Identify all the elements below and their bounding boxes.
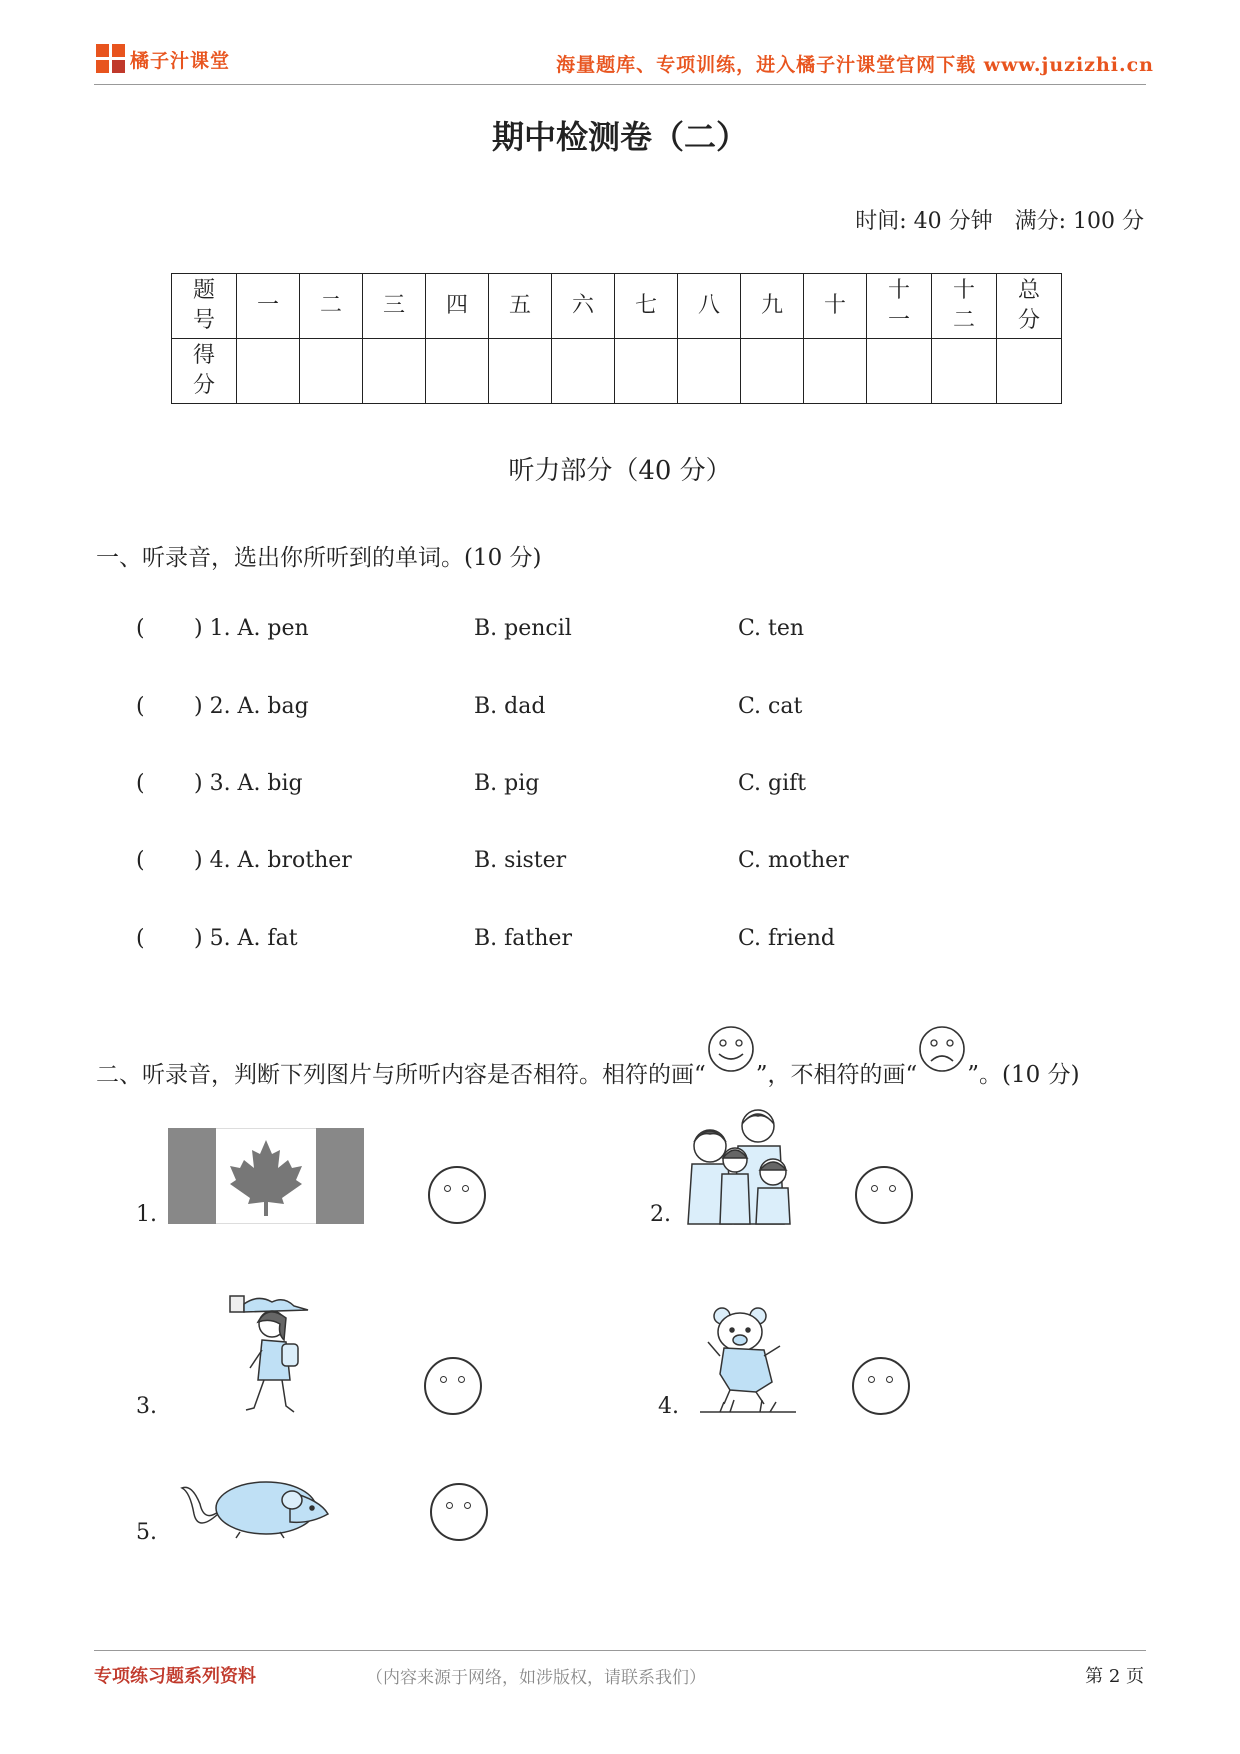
option-c: C. cat [738,694,803,719]
smiley-face-icon [706,1024,756,1074]
footer-series-label: 专项练习题系列资料 [94,1666,256,1687]
header-cell-label: 题 号 [172,274,237,339]
header-slogan: 海量题库、专项训练，进入橘子汁课堂官网下载 www.juzizhi.cn [556,54,1154,76]
score-cell[interactable] [237,339,300,404]
header-cell: 六 [552,274,615,339]
option-c: C. mother [738,848,849,873]
score-table [171,273,1062,404]
answer-face-circle[interactable] [430,1483,488,1541]
score-cell[interactable] [804,339,867,404]
answer-face-circle[interactable] [852,1357,910,1415]
score-cell[interactable] [741,339,804,404]
option-b: B. pencil [474,616,572,641]
header-cell: 九 [741,274,804,339]
option-b: B. sister [474,848,567,873]
bear-jumping-icon [700,1304,804,1416]
page-number: 第 2 页 [1085,1666,1144,1687]
option-a: ) 4. A. brother [194,848,352,873]
header-cell: 十 二 [932,274,997,339]
q2-item-number: 2. [650,1202,671,1227]
q2-item-number: 3. [136,1394,157,1419]
score-cell[interactable] [489,339,552,404]
score-cell[interactable] [678,339,741,404]
score-cell[interactable] [997,339,1062,404]
score-cell[interactable] [932,339,997,404]
option-b: B. pig [474,771,540,796]
score-cell[interactable] [300,339,363,404]
score-table-score-row [172,339,1062,404]
answer-face-circle[interactable] [424,1357,482,1415]
logo-icon [96,44,126,74]
q2-item-number: 1. [136,1202,157,1227]
header-cell: 二 [300,274,363,339]
score-cell[interactable] [867,339,932,404]
footer-copyright-note: （内容来源于网络，如涉版权，请联系我们） [366,1668,706,1688]
q2-item-number: 4. [658,1394,679,1419]
header-cell: 七 [615,274,678,339]
family-icon [680,1102,802,1226]
option-b: B. father [474,926,572,951]
header-cell: 十 一 [867,274,932,339]
header-cell: 四 [426,274,489,339]
option-c: C. ten [738,616,805,641]
q2-title: 二、听录音，判断下列图片与所听内容是否相符。相符的画“ ”，不相符的画“ ”。(10 分) [96,1024,1080,1089]
sad-face-icon [917,1024,967,1074]
option-a: ) 5. A. fat [194,926,298,951]
q2-item-number: 5. [136,1520,157,1545]
mouse-icon [180,1474,332,1540]
canada-flag-icon [168,1128,364,1224]
header-cell: 三 [363,274,426,339]
score-table-header-row [172,274,1062,339]
footer-divider [94,1650,1146,1651]
answer-blank[interactable]: ( [136,848,145,873]
option-a: ) 3. A. big [194,771,303,796]
answer-blank[interactable]: ( [136,771,145,796]
girl-walking-icon [228,1294,312,1418]
score-cell[interactable] [552,339,615,404]
header-cell: 五 [489,274,552,339]
header-cell: 一 [237,274,300,339]
option-a: ) 2. A. bag [194,694,309,719]
option-c: C. gift [738,771,807,796]
header-cell: 总 分 [997,274,1062,339]
answer-blank[interactable]: ( [136,694,145,719]
score-cell-label: 得 分 [172,339,237,404]
header-cell: 八 [678,274,741,339]
answer-face-circle[interactable] [428,1166,486,1224]
header-cell: 十 [804,274,867,339]
option-a: ) 1. A. pen [194,616,309,641]
page-title: 期中检测卷（二） [491,118,748,156]
answer-blank[interactable]: ( [136,926,145,951]
option-b: B. dad [474,694,546,719]
answer-face-circle[interactable] [855,1166,913,1224]
option-c: C. friend [738,926,836,951]
logo-text: 橘子汁课堂 [130,50,231,72]
header-divider [94,84,1146,85]
score-cell[interactable] [426,339,489,404]
section-title: 听力部分（40 分） [508,456,732,486]
time-info: 时间: 40 分钟 满分: 100 分 [855,209,1144,234]
score-cell[interactable] [615,339,678,404]
answer-blank[interactable]: ( [136,616,145,641]
score-cell[interactable] [363,339,426,404]
q1-title: 一、听录音，选出你所听到的单词。(10 分) [96,545,542,571]
